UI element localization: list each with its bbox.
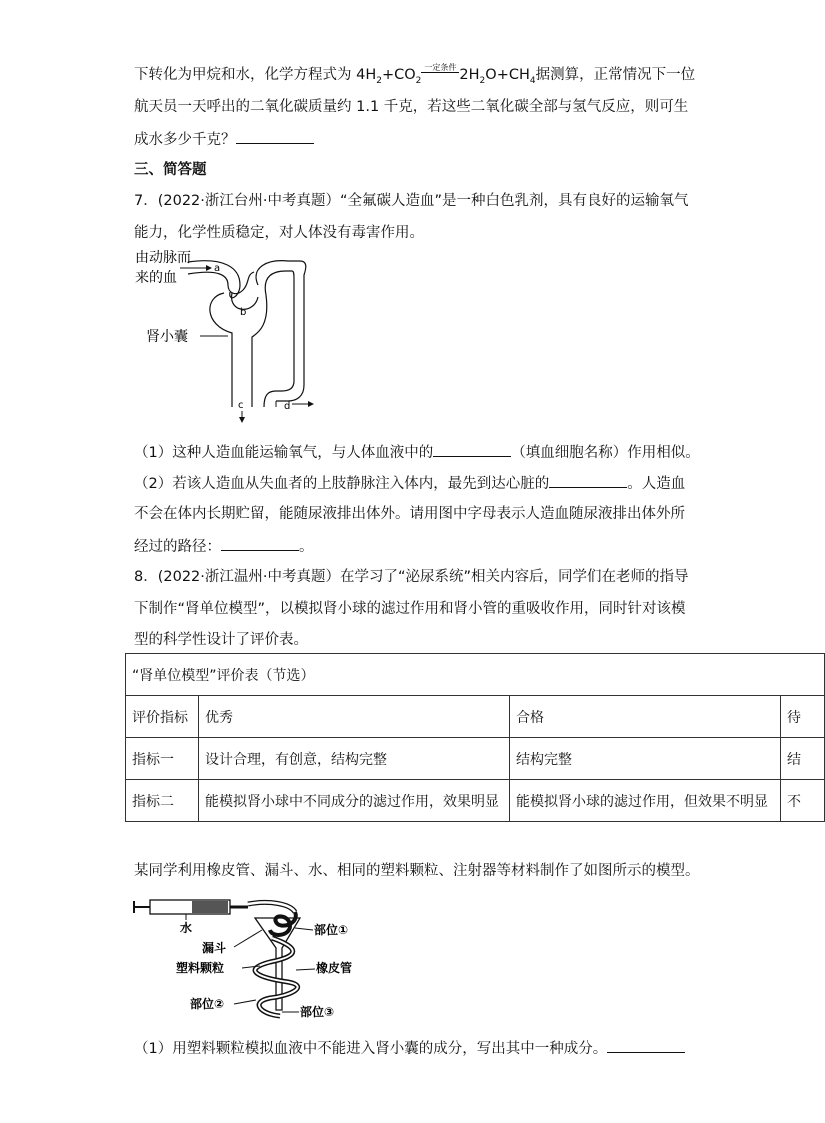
arrow-a-head: [206, 265, 212, 271]
table-cell: 指标一: [126, 738, 199, 780]
answer-blank[interactable]: [433, 442, 511, 457]
reaction-arrow: [421, 65, 459, 73]
q7-sub2-text-3: 经过的路径：: [134, 539, 221, 555]
table-cell: 指标二: [126, 780, 199, 822]
q8-line1: 8．(2022·浙江温州·中考真题）在学习了“泌尿系统”相关内容后，同学们在老师的指导: [134, 569, 689, 585]
capsule-left-wall: [210, 293, 232, 407]
tubule-outer: [256, 261, 306, 401]
q6-text: +CO: [381, 67, 416, 83]
q7-sub1: [134, 442, 700, 463]
letter-c: c: [238, 400, 244, 411]
q7-sub2-text: （2）若该人造血从失血者的上肢静脉注入体内，最先到达心脏的: [134, 476, 550, 492]
funnel-pointer: [234, 930, 262, 947]
arrow-d-head: [308, 401, 314, 407]
label-particles: 塑料颗粒: [176, 961, 225, 975]
capsule-right-wall: [252, 295, 267, 407]
reaction-condition: 一定条件: [424, 63, 457, 72]
q7-sub2: [134, 473, 685, 494]
table-cell: 不: [781, 780, 825, 822]
reaction-bar: [421, 72, 459, 73]
q6-text: 2H: [459, 67, 480, 83]
section-heading: 三、简答题: [134, 162, 207, 178]
glomerulus-inner: [188, 272, 254, 294]
q7-sub2-line3: [134, 536, 314, 557]
q7-sub2-text-4: 。: [299, 539, 314, 555]
q6-equation-line: [134, 65, 695, 91]
q6-line2: 航天员一天呼出的二氧化碳质量约 1.1 千克，若这些二氧化碳全部与氢气反应，则可生: [134, 99, 689, 115]
q6-text: 下转化为甲烷和水，化学方程式为 4H: [134, 67, 377, 83]
label-funnel: 漏斗: [202, 941, 227, 955]
q7-sub1-text-2: （填血细胞名称）作用相似。: [511, 445, 700, 461]
table-cell: 能模拟肾小球中不同成分的滤过作用，效果明显: [199, 780, 510, 822]
subscript: 2: [415, 75, 422, 86]
table-header: 合格: [510, 696, 781, 738]
q7-sub1-text: （1）这种人造血能运输氧气，与人体血液中的: [134, 445, 434, 461]
table-caption-row: [126, 654, 825, 696]
q8-line3: 型的科学性设计了评价表。: [134, 632, 308, 648]
label-part-1: 部位①: [314, 923, 349, 937]
q7-sub2-line2: 不会在体内长期贮留，能随尿液排出体外。请用图中字母表示人造血随尿液排出体外所: [134, 506, 685, 522]
label-blood-source-2: 来的血: [135, 270, 177, 286]
letter-d: d: [284, 401, 291, 412]
label-part-3: 部位③: [300, 1005, 335, 1019]
q8-sub1-text: （1）用塑料颗粒模拟血液中不能进入肾小囊的成分，写出其中一种成分。: [134, 1041, 608, 1057]
label-rubber-tube: 橡皮管: [316, 961, 353, 975]
q7-sub2-text-2: 。人造血: [627, 476, 686, 492]
table-row: [126, 738, 825, 780]
nephron-figure: [128, 245, 328, 425]
q8-sub1: [134, 1038, 685, 1059]
q6-text: 成水多少千克？: [134, 132, 236, 148]
letter-b: b: [240, 307, 247, 318]
syringe-water: [192, 901, 228, 913]
subscript: 2: [376, 75, 382, 86]
label-renal-capsule: 肾小囊: [146, 329, 188, 345]
tube-pointer: [296, 969, 315, 970]
table-cell: 设计合理，有创意，结构完整: [199, 738, 510, 780]
evaluation-table: [125, 653, 825, 822]
subscript: 2: [479, 75, 486, 86]
table-header: 优秀: [199, 696, 510, 738]
q8-model-text: 某同学利用橡皮管、漏斗、水、相同的塑料颗粒、注射器等材料制作了如图所示的模型。: [134, 863, 700, 879]
table-cell: 结: [781, 738, 825, 780]
letter-a: a: [214, 263, 221, 274]
part1-pointer: [295, 928, 313, 930]
tubule-inner: [264, 271, 294, 407]
kidney-model-figure: [130, 890, 370, 1030]
table-header: 待: [781, 696, 825, 738]
q8-line2: 下制作“肾单位模型”，以模拟肾小球的滤过作用和肾小管的重吸收作用，同时针对该模: [134, 601, 686, 617]
table-cell: 能模拟肾小球的滤过作用，但效果不明显: [510, 780, 781, 822]
table-cell: 结构完整: [510, 738, 781, 780]
table-header: 评价指标: [126, 696, 199, 738]
q6-line3: [134, 129, 314, 150]
subscript: 4: [529, 75, 536, 86]
answer-blank[interactable]: [549, 473, 627, 488]
label-blood-source: 由动脉而: [135, 250, 191, 266]
label-part-2: 部位②: [190, 997, 225, 1011]
q7-line1: 7．(2022·浙江台州·中考真题）“全氟碳人造血”是一种白色乳剂，具有良好的运输氧气: [134, 193, 689, 209]
answer-blank[interactable]: [236, 129, 314, 144]
table-header-row: [126, 696, 825, 738]
part2-pointer: [234, 1000, 256, 1004]
answer-blank[interactable]: [607, 1038, 685, 1053]
q7-line2: 能力，化学性质稳定，对人体没有毒害作用。: [134, 225, 424, 241]
table-caption: “肾单位模型”评价表（节选）: [126, 654, 825, 696]
answer-blank[interactable]: [221, 536, 299, 551]
q6-text: 据测算，正常情况下一位: [535, 67, 696, 83]
arrow-c-head: [239, 417, 245, 423]
label-water: 水: [180, 921, 193, 935]
q6-text: O+CH: [485, 67, 530, 83]
table-row: [126, 780, 825, 822]
